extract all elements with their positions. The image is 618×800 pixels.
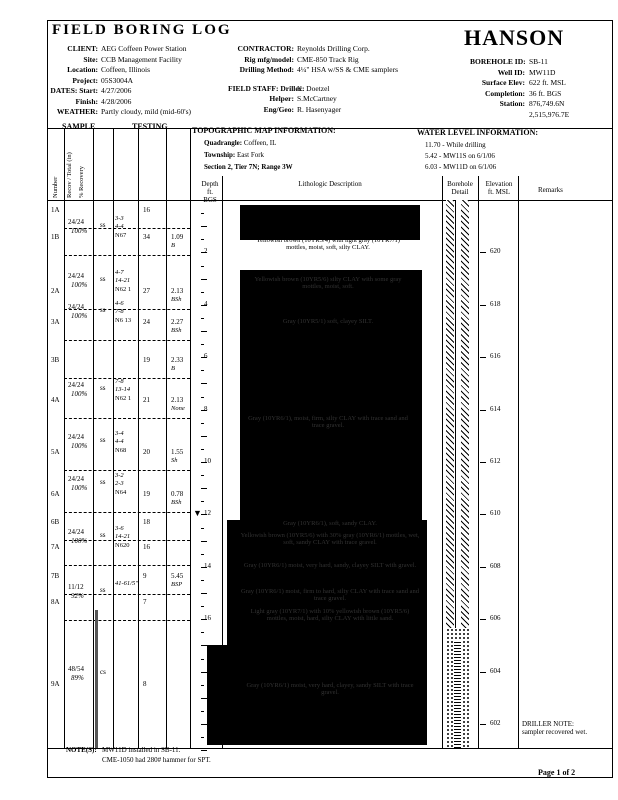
depth-tick: [201, 266, 204, 267]
n-value: N620: [115, 542, 130, 549]
sample-pct: 100%: [71, 312, 88, 320]
header-mid-label: Rig mfg/model:: [244, 54, 294, 64]
sample-id: 4A: [51, 396, 60, 404]
elev-label: 604: [490, 666, 501, 675]
n-value: N6 13: [115, 317, 132, 324]
depth-label: 16: [204, 614, 211, 623]
col-elevation: Elevation ft. MSL: [485, 180, 513, 196]
col-pct-recovery: % Recovery: [78, 166, 85, 198]
elev-label: 606: [490, 614, 501, 623]
elev-tick: [480, 357, 486, 358]
header-right-label: Surface Elev:: [481, 78, 525, 87]
header-right-value: SB-11: [529, 57, 548, 66]
elev-tick: [480, 724, 486, 725]
sample-separator: [64, 418, 190, 419]
header-left-value: CCB Management Facility: [101, 54, 182, 64]
sample-separator: [64, 255, 190, 256]
header-left-value: Partly cloudy, mild (mid-60's): [101, 107, 192, 116]
strength-value: 1.09: [171, 233, 184, 241]
blow-counts: 3-3 4-4: [115, 215, 124, 230]
sample-type: ss: [100, 586, 106, 594]
elev-tick: [480, 305, 486, 306]
depth-label: 4: [204, 299, 208, 308]
strength-qualifier: BSh: [171, 296, 182, 303]
elev-tick: [480, 462, 486, 463]
sample-pct: 100%: [71, 442, 88, 450]
sample-id: 3B: [51, 356, 60, 364]
test-value: 18: [143, 518, 150, 526]
depth-tick: [201, 213, 204, 214]
test-value: 8: [143, 680, 147, 688]
litho-desc-4: Gray (10YR6/1), moist, firm, silty CLAY with trace sand and trace gravel.: [248, 415, 408, 429]
strength-qualifier: BSP: [171, 581, 183, 588]
depth-label: 12: [204, 509, 211, 518]
sample-id: 1A: [51, 206, 60, 214]
header-mid-value: 4¼" HSA w/SS & CME samplers: [297, 65, 398, 74]
blow-counts: 41-61/5": [115, 580, 138, 587]
header-left-value: 05S3004A: [101, 75, 134, 85]
depth-tick: [201, 632, 204, 633]
depth-tick: [201, 292, 204, 293]
header-left-label: Site:: [83, 54, 98, 64]
depth-label: 2: [204, 247, 208, 256]
header-right-label: BOREHOLE ID:: [470, 57, 526, 66]
sample-id: 6A: [51, 490, 60, 498]
header-right-value: 622 ft. MSL: [529, 78, 566, 87]
sample-id: 7B: [51, 572, 60, 580]
sample-id: 5A: [51, 448, 60, 456]
sample-pct: 89%: [71, 674, 84, 682]
depth-label: 8: [204, 404, 208, 413]
depth-tick: [201, 606, 204, 607]
water-level-2: 5.42 - MW11S on 6/1/06: [425, 152, 495, 160]
test-value: 9: [143, 572, 147, 580]
header-left-value: 4/28/2006: [101, 96, 132, 106]
depth-tick: [201, 659, 204, 660]
depth-tick: [201, 737, 204, 738]
sample-type: ss: [100, 384, 106, 392]
elev-tick: [480, 672, 486, 673]
strength-value: 1.55: [171, 448, 184, 456]
elev-label: 612: [490, 457, 501, 465]
sample-pct: 100%: [71, 227, 88, 235]
sample-recovery: 24/24: [68, 475, 84, 483]
elev-label: 610: [490, 509, 501, 518]
blow-counts: 7-8 13-14: [115, 378, 131, 393]
sample-id: 2A: [51, 287, 60, 295]
litho-desc-10: Gray (10YR6/1) moist, very hard, clayey, sandy SILT with trace gravel.: [246, 682, 414, 696]
topo-quadrangle: Quadrangle: Coffeen, IL: [204, 139, 277, 147]
blow-counts: 3-6 14-21: [115, 525, 131, 540]
depth-tick: [201, 528, 204, 529]
strength-value: 2.13: [171, 396, 184, 404]
header-right-value: 36 ft. BGS: [529, 88, 562, 98]
elev-label: 608: [490, 561, 501, 570]
sample-separator: [64, 565, 190, 566]
test-value: 34: [143, 233, 150, 241]
litho-desc-6: Yellowish brown (10YR5/6) with 30% gray (10YR6/1) mottles, wet, soft, sandy CLAY with trace gravel.: [240, 532, 420, 546]
strength-qualifier: Sh: [171, 457, 178, 464]
sample-pct: 92%: [71, 592, 84, 600]
strength-value: 2.33: [171, 356, 184, 364]
depth-tick: [201, 423, 204, 424]
header-right-value: 2,515,976.7E: [529, 109, 570, 119]
header-mid-label: Eng/Geo:: [263, 104, 294, 114]
depth-tick: [201, 331, 207, 332]
litho-desc-2: Yellowish brown (10YR5/6) silty CLAY with some gray mottles, moist, soft.: [254, 276, 402, 290]
sample-heading: SAMPLE: [62, 122, 96, 131]
litho-block-1: [240, 205, 420, 240]
header-mid-value: Reynolds Drilling Corp.: [297, 44, 370, 53]
water-level-heading: WATER LEVEL INFORMATION:: [417, 128, 539, 137]
litho-desc-8: Gray (10YR6/1) moist, firm to hard, silty CLAY with trace sand and trace gravel.: [240, 588, 420, 602]
depth-tick: [201, 475, 204, 476]
elev-label: 602: [490, 719, 501, 727]
header-mid-value: R. Hasenyager: [297, 104, 342, 114]
header-left-label: WEATHER:: [56, 107, 98, 116]
depth-tick: [201, 397, 204, 398]
topo-township: Township: East Fork: [204, 151, 265, 159]
litho-desc-7: Gray (10YR6/1) moist, very hard, sandy, clayey SILT with gravel.: [243, 562, 417, 569]
strength-value: 0.78: [171, 490, 184, 498]
core-barrel-marker: [95, 610, 98, 748]
elev-tick: [480, 619, 486, 620]
sample-recovery: 24/24: [68, 528, 84, 536]
strength-qualifier: B: [171, 365, 175, 372]
sample-type: cs: [100, 668, 106, 676]
n-value: N68: [115, 447, 127, 454]
depth-tick: [201, 685, 204, 686]
topo-section: Section 2, Tier 7N; Range 3W: [204, 163, 293, 171]
sample-recovery: 24/24: [68, 381, 84, 389]
sample-separator: [64, 340, 190, 341]
litho-desc-3: Gray (10YR5/1) soft, clayey SILT.: [282, 318, 374, 325]
depth-tick: [201, 226, 207, 227]
sample-separator: [64, 470, 190, 471]
litho-desc-1: Yellowish brown (10YR5/4) with light gray (10YR7/1) mottles, moist, soft, silty CLAY.: [256, 237, 400, 251]
sample-id: 9A: [51, 680, 60, 688]
col-number: Number: [52, 176, 59, 198]
header-mid-label: CONTRACTOR:: [237, 44, 294, 53]
blow-counts: 4-6 7-8: [115, 300, 124, 315]
sample-pct: 100%: [71, 537, 88, 545]
header-left-value: Coffeen, Illinois: [101, 65, 151, 74]
test-value: 24: [143, 318, 150, 326]
n-value: N67: [115, 232, 127, 239]
litho-desc-5: Gray (10YR6/1), soft, sandy CLAY.: [283, 520, 377, 527]
header-right-label: Completion:: [485, 88, 525, 98]
sample-recovery: 24/24: [68, 303, 84, 311]
sample-type: ss: [100, 478, 106, 486]
col-borehole: Borehole Detail: [447, 180, 473, 196]
sample-type: ss: [100, 275, 106, 283]
testing-heading: TESTING: [132, 122, 168, 131]
litho-desc-9: Light gray (10YR7/1) with 10% yellowish brown (10YR5/6) mottles, moist, hard, silty CLAY with little sand.: [250, 608, 410, 622]
strength-qualifier: BSh: [171, 327, 182, 334]
notes-label: NOTE(S):: [66, 746, 97, 754]
sample-recovery: 24/24: [68, 218, 84, 226]
sample-recovery: 24/24: [68, 272, 84, 280]
header-left-value: AEG Coffeen Power Station: [101, 44, 187, 53]
blow-counts: 3-2 2-3: [115, 472, 124, 487]
sample-type: ss: [100, 221, 106, 229]
test-value: 21: [143, 396, 150, 404]
test-value: 27: [143, 287, 150, 295]
sample-type: ss: [100, 531, 106, 539]
col-depth: Depth ft. BGS: [201, 180, 219, 204]
water-table-icon: ▼: [193, 508, 202, 518]
n-value: N62 1: [115, 395, 132, 402]
elev-label: 614: [490, 404, 501, 413]
test-value: 20: [143, 448, 150, 456]
strength-qualifier: BSh: [171, 499, 182, 506]
depth-tick: [201, 436, 207, 437]
test-value: 16: [143, 206, 150, 214]
depth-label: 14: [204, 561, 211, 570]
strength-qualifier: None: [171, 405, 185, 412]
test-value: 19: [143, 356, 150, 364]
depth-tick: [201, 279, 207, 280]
note-1: MW11D installed in SB-11.: [102, 746, 181, 754]
sample-id: 3A: [51, 318, 60, 326]
sample-type: ss: [100, 436, 106, 444]
strength-value: 2.27: [171, 318, 184, 326]
depth-tick: [201, 370, 204, 371]
sample-pct: 100%: [71, 281, 88, 289]
depth-tick: [201, 318, 204, 319]
note-2: CME-1050 had 280# hammer for SPT.: [102, 756, 211, 764]
strength-value: 5.45: [171, 572, 184, 580]
page-title: FIELD BORING LOG: [52, 22, 232, 38]
blow-counts: 3-4 4-4: [115, 430, 124, 445]
depth-tick: [201, 750, 207, 751]
header-mid-value: K. Doetzel: [297, 83, 330, 93]
sample-pct: 100%: [71, 390, 88, 398]
sample-pct: 100%: [71, 484, 88, 492]
water-level-3: 6.03 - MW11D on 6/1/06: [425, 163, 497, 171]
header-left-label: DATES: Start:: [50, 86, 98, 95]
elev-tick: [480, 410, 486, 411]
water-level-1: 11.70 - While drilling: [425, 141, 486, 149]
well-screen: [454, 640, 461, 748]
sample-recovery: 48/54: [68, 665, 84, 673]
n-value: N64: [115, 489, 127, 496]
test-value: 19: [143, 490, 150, 498]
sample-id: 6B: [51, 518, 60, 526]
sample-separator: [64, 620, 190, 621]
depth-tick: [201, 593, 207, 594]
sample-id: 1B: [51, 233, 60, 241]
header-left-value: 4/27/2006: [101, 86, 132, 95]
depth-tick: [201, 501, 204, 502]
page-number: Page 1 of 2: [538, 768, 576, 777]
header-left-label: Finish:: [75, 96, 98, 106]
depth-label: 6: [204, 352, 208, 361]
litho-block-3: [227, 520, 427, 745]
header-mid-label: Drilling Method:: [239, 65, 294, 74]
depth-tick: [201, 383, 207, 384]
sample-recovery: 24/24: [68, 433, 84, 441]
header-left-label: CLIENT:: [67, 44, 98, 53]
test-value: 16: [143, 543, 150, 551]
blow-counts: 4-7 14-21: [115, 269, 131, 284]
n-value: N62 1: [115, 286, 132, 293]
elev-label: 620: [490, 247, 501, 256]
header-mid-label: Helper:: [269, 94, 294, 103]
driller-note: DRILLER NOTE: sampler recovered wet.: [522, 720, 588, 736]
depth-tick: [201, 344, 204, 345]
elev-label: 618: [490, 299, 501, 308]
header-mid-value: CME-850 Track Rig: [297, 54, 359, 64]
sample-separator: [64, 512, 190, 513]
col-remarks: Remarks: [538, 186, 563, 194]
depth-tick: [201, 711, 204, 712]
sample-id: 8A: [51, 598, 60, 606]
litho-block-2: [240, 270, 422, 520]
depth-tick: [201, 200, 207, 201]
depth-label: 10: [204, 457, 211, 465]
elev-tick: [480, 514, 486, 515]
sample-id: 7A: [51, 543, 60, 551]
company-logo: HANSON: [464, 25, 565, 50]
depth-tick: [201, 239, 204, 240]
elev-tick: [480, 567, 486, 568]
depth-tick: [201, 580, 204, 581]
header-mid-value: S.McCartney: [297, 94, 337, 103]
depth-tick: [201, 554, 204, 555]
depth-tick: [201, 488, 207, 489]
header-mid-label: FIELD STAFF: Driller:: [228, 83, 305, 93]
header-right-value: MW11D: [529, 67, 556, 77]
header-right-value: 876,749.6N: [529, 99, 565, 108]
header-right-label: Well ID:: [497, 67, 525, 77]
col-litho: Lithologic Description: [298, 180, 362, 188]
depth-tick: [201, 449, 204, 450]
header-left-label: Project:: [72, 75, 98, 85]
elev-tick: [480, 252, 486, 253]
sample-recovery: 11/12: [68, 583, 84, 591]
elev-label: 616: [490, 352, 501, 361]
test-value: 7: [143, 598, 147, 606]
col-recovery: Recov / Total (in): [66, 152, 73, 198]
topo-heading: TOPOGRAPHIC MAP INFORMATION:: [192, 126, 336, 135]
sample-type: ss: [100, 306, 106, 314]
header-left-label: Location:: [67, 65, 98, 74]
strength-qualifier: B: [171, 242, 175, 249]
depth-tick: [201, 541, 207, 542]
strength-value: 2.13: [171, 287, 184, 295]
header-right-label: Station:: [499, 99, 525, 108]
